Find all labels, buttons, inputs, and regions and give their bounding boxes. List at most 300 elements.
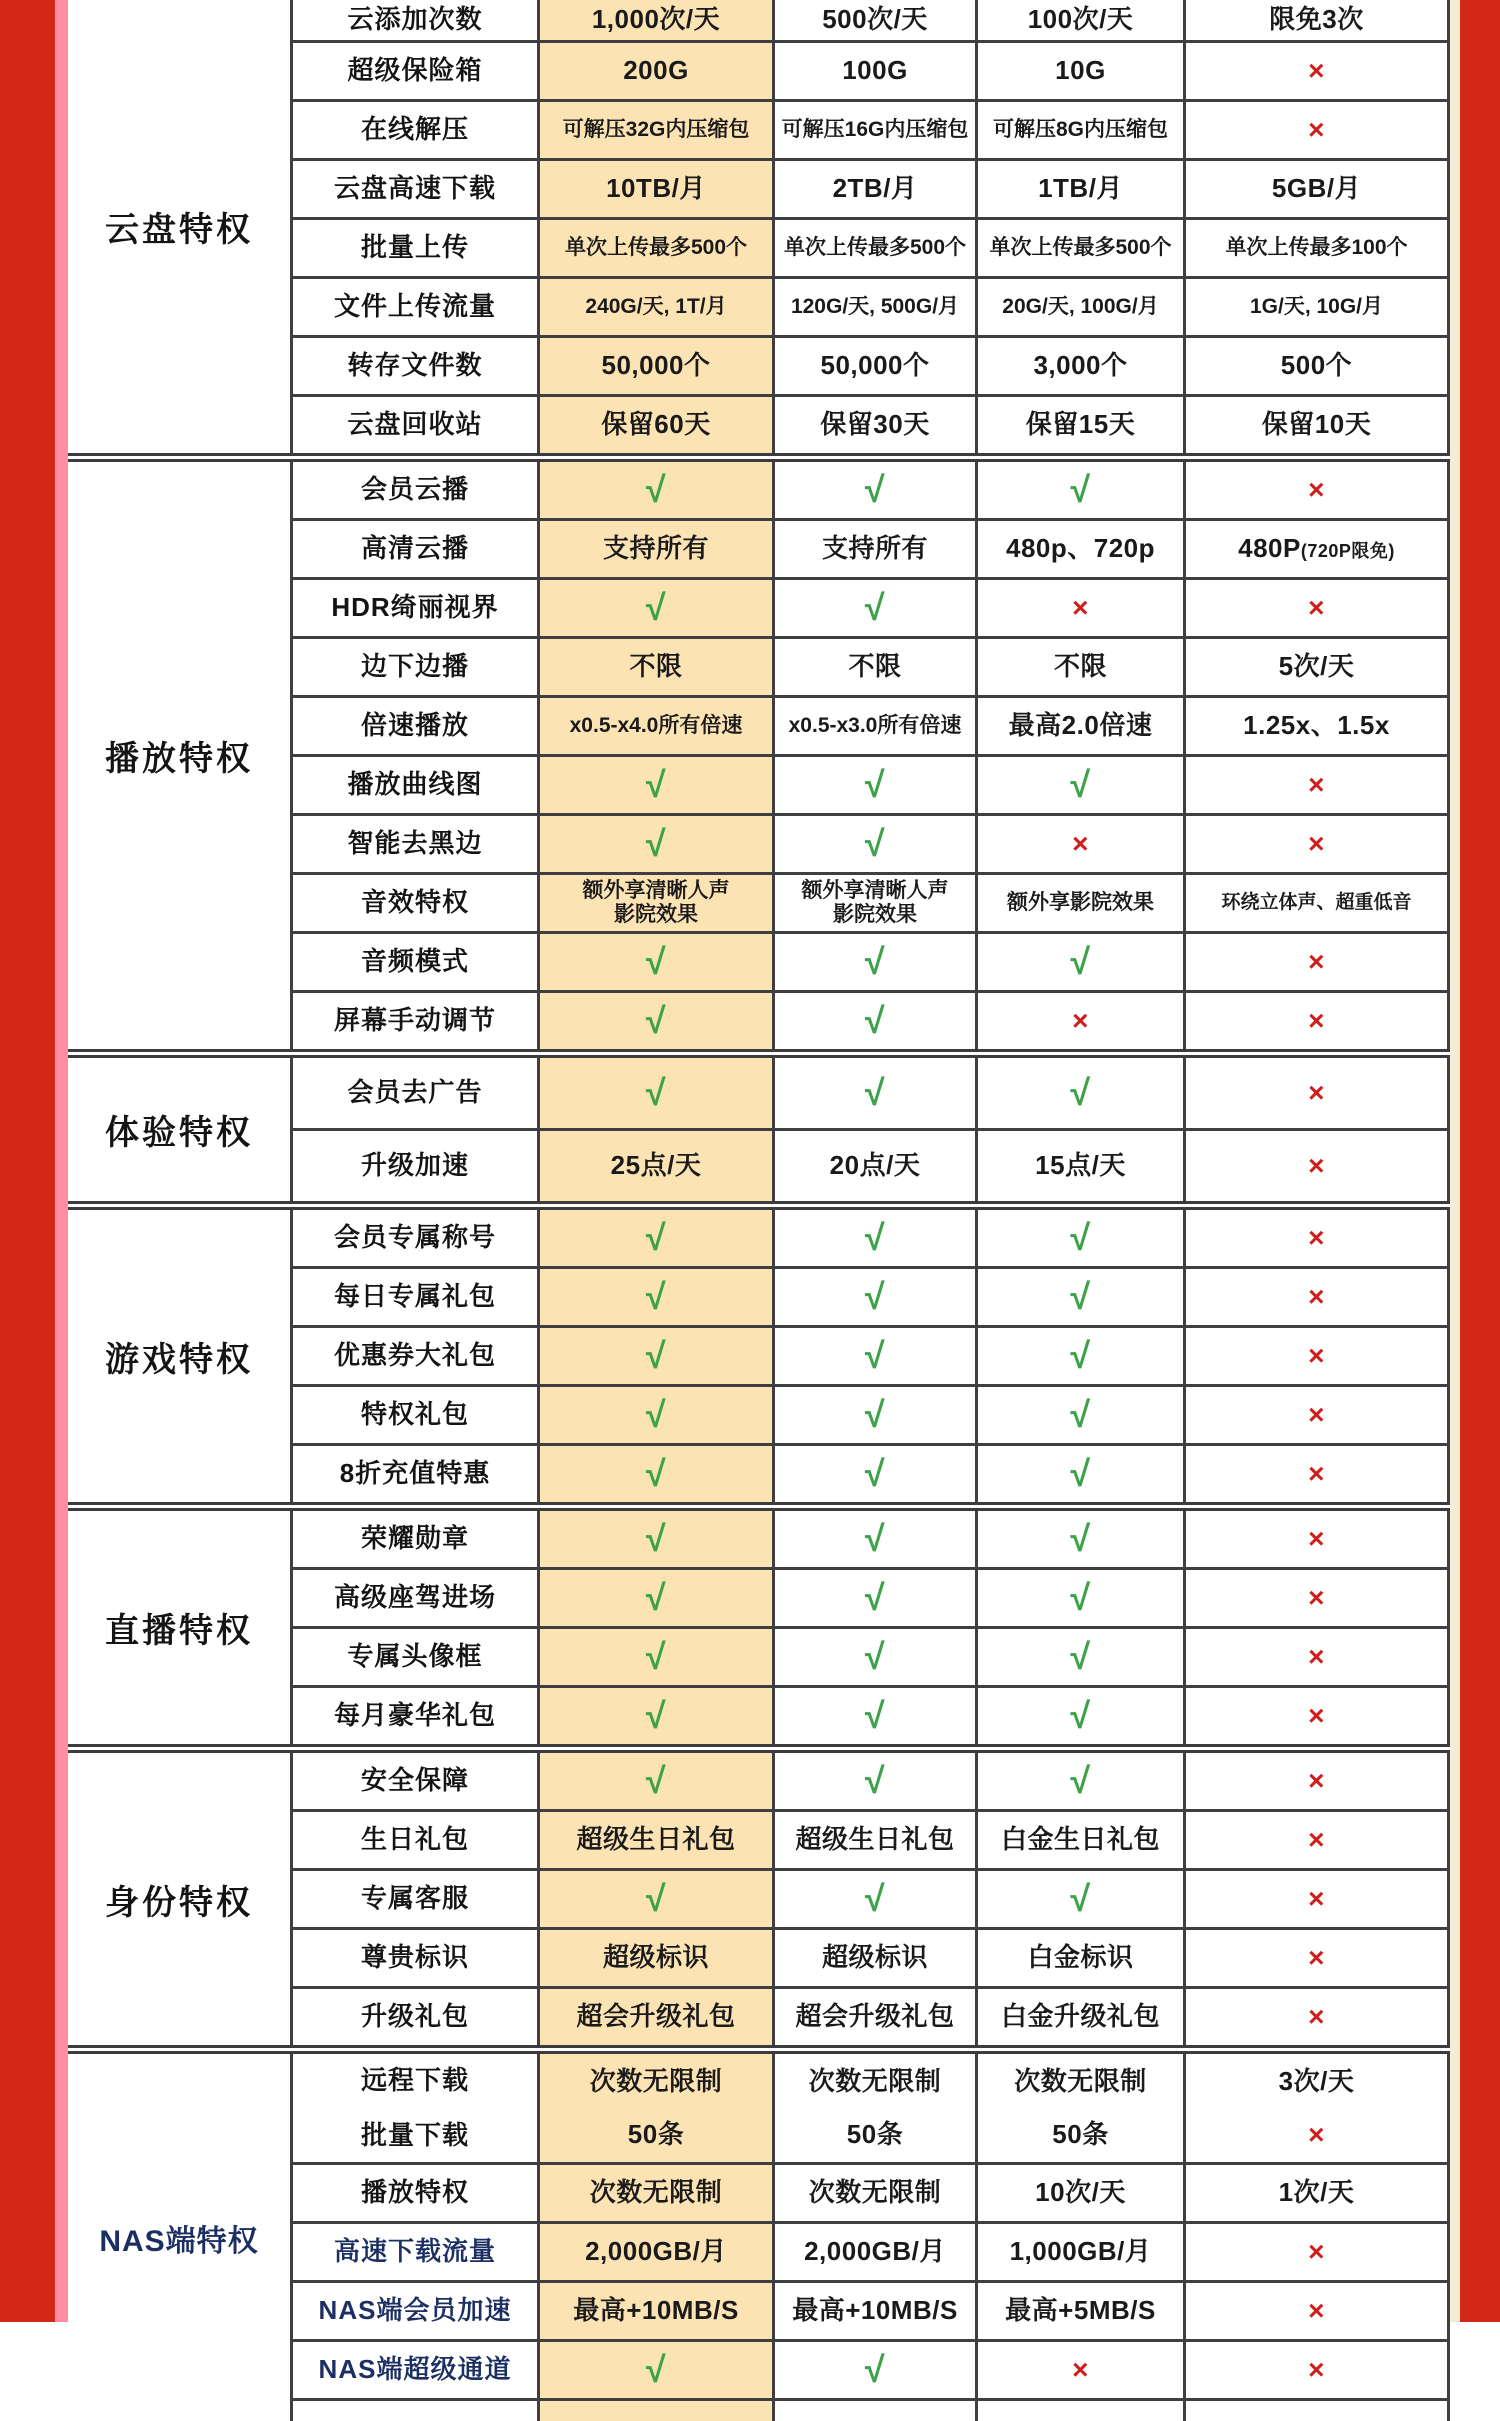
value-cell (537, 1753, 772, 1809)
cross-icon: × (1308, 1883, 1325, 1914)
value-text (1033, 351, 1127, 380)
feature-cell (290, 2054, 537, 2162)
value-main: 额外享清晰人声 (801, 879, 949, 903)
value-cell (537, 397, 772, 453)
section-rows (290, 462, 1450, 1049)
feature-label: 生日礼包 (360, 1824, 469, 1855)
check-icon: √ (864, 1394, 886, 1435)
value-main: 限免3次 (1269, 4, 1364, 35)
section-rows (290, 0, 1450, 453)
value-main: 20点/天 (829, 1150, 921, 1181)
table-row (290, 754, 1450, 813)
value-cell (537, 580, 772, 636)
check-icon: √ (1070, 1577, 1091, 1618)
value-cell (772, 875, 975, 931)
table-row (290, 990, 1450, 1049)
value-cell (975, 875, 1183, 931)
feature-label: 音效特权 (360, 887, 469, 918)
value-text (1269, 5, 1363, 34)
value-cell (975, 161, 1183, 217)
value-cell (537, 2054, 772, 2162)
value-cell (772, 2054, 975, 2162)
value-main: 50条 (1052, 2119, 1109, 2149)
value-cell (1183, 2054, 1450, 2162)
value-cell (772, 338, 975, 394)
feature-label: 安全保障 (360, 1765, 469, 1796)
feature-label: 超级保险箱 (347, 55, 483, 86)
value-cell (772, 1446, 975, 1502)
feature-label: 在线解压 (360, 114, 469, 145)
feature-label: 播放特权 (360, 2177, 469, 2208)
value-text (1038, 174, 1123, 203)
value-cell (772, 1688, 975, 1744)
check-icon: √ (1070, 1335, 1091, 1376)
value-cell (772, 102, 975, 158)
value-cell (975, 1812, 1183, 1868)
value-text (1035, 2178, 1126, 2207)
value-cell (537, 1210, 772, 1266)
value-cell (1183, 1570, 1450, 1626)
value-cell (1183, 993, 1450, 1049)
value-text (1001, 2002, 1160, 2031)
feature-label: 屏幕手动调节 (333, 1005, 496, 1036)
value-cell (1183, 2342, 1450, 2398)
value-main: 白金升级礼包 (1000, 2001, 1160, 2032)
value-cell (537, 1570, 772, 1626)
feature-cell (290, 338, 537, 394)
value-main: 最高+5MB/S (1005, 2295, 1156, 2326)
category-cell (68, 2054, 290, 2421)
value-cell (975, 1131, 1183, 1201)
check-icon: √ (645, 764, 667, 805)
table-row (290, 1325, 1450, 1384)
value-text (842, 56, 908, 85)
value-cell (537, 220, 772, 276)
value-text (809, 2178, 942, 2207)
table-row (290, 40, 1450, 99)
value-cell (975, 1871, 1183, 1927)
value-cell (537, 2342, 772, 2398)
feature-cell (290, 1871, 537, 1927)
value-cell (772, 1058, 975, 1128)
benefit-section (68, 1049, 1450, 1201)
feature-cell (290, 1387, 537, 1443)
value-text (795, 2002, 954, 2031)
value-cell (975, 1570, 1183, 1626)
feature-cell (290, 1930, 537, 1986)
value-cell (537, 338, 772, 394)
table-row (290, 1058, 1450, 1128)
feature-cell (290, 220, 537, 276)
value-main: 10次/天 (1035, 2177, 1126, 2208)
value-cell (772, 279, 975, 335)
value-main: 保留10天 (1261, 409, 1372, 440)
feature-cell (290, 993, 537, 1049)
value-text (782, 118, 969, 142)
benefit-section (68, 1502, 1450, 1744)
value-cell (772, 1387, 975, 1443)
check-icon: √ (864, 1276, 886, 1317)
cross-icon: × (1308, 1824, 1325, 1855)
value-cell (975, 2283, 1183, 2339)
value-main: 1.25x、1.5x (1243, 710, 1390, 741)
value-text (1250, 295, 1383, 319)
feature-label: 升级加速 (360, 1150, 469, 1181)
value-cell (772, 639, 975, 695)
value-main: 不限 (629, 651, 683, 682)
value-cell (772, 1131, 975, 1201)
feature-cell (290, 580, 537, 636)
value-text (1238, 534, 1395, 563)
value-text (791, 295, 959, 319)
category-label: NAS端特权 (99, 2224, 259, 2258)
cross-icon: × (1308, 1765, 1325, 1796)
check-icon: √ (645, 1000, 667, 1041)
value-text (1002, 295, 1158, 319)
value-cell (1183, 639, 1450, 695)
value-main: 50条 (627, 2119, 685, 2149)
table-row (290, 2398, 1450, 2421)
value-text (1225, 236, 1407, 260)
value-text (1027, 1943, 1133, 1972)
value-cell (1183, 757, 1450, 813)
value-cell (537, 875, 772, 931)
value-main: 3次/天 (1278, 2066, 1355, 2097)
cross-icon: × (1308, 1458, 1325, 1489)
value-cell (537, 816, 772, 872)
category-label: 播放特权 (105, 740, 253, 778)
check-icon: √ (1070, 1072, 1091, 1113)
value-main: 额外享清晰人声 (582, 879, 730, 903)
left-pink-stripe (55, 0, 68, 2322)
value-cell (975, 1629, 1183, 1685)
value-text (1026, 410, 1135, 439)
category-cell (68, 1058, 290, 1201)
value-cell (772, 757, 975, 813)
value-text (573, 2296, 739, 2325)
value-text (576, 2002, 735, 2031)
check-icon: √ (864, 469, 886, 510)
value-text (809, 2067, 942, 2096)
value-cell (772, 1629, 975, 1685)
feature-cell (290, 0, 537, 40)
feature-cell (290, 2401, 537, 2421)
value-text (1001, 1825, 1160, 1854)
check-icon: √ (864, 1636, 886, 1677)
value-main: 超级标识 (602, 1942, 709, 1973)
feature-cell (290, 757, 537, 813)
check-icon: √ (1070, 764, 1091, 805)
table-row (290, 394, 1450, 453)
check-icon: √ (645, 941, 667, 982)
check-icon: √ (645, 1878, 667, 1919)
value-cell (1183, 2283, 1450, 2339)
feature-cell (290, 639, 537, 695)
value-cell (1183, 2224, 1450, 2280)
value-text (822, 534, 928, 563)
cross-icon: × (1308, 1281, 1325, 1312)
category-label: 游戏特权 (105, 1340, 253, 1379)
value-cell (772, 2342, 975, 2398)
benefit-section (68, 0, 1450, 453)
cross-icon: × (1072, 592, 1089, 623)
feature-label: 远程下载 (360, 2064, 469, 2095)
feature-label: 批量上传 (360, 232, 469, 263)
value-cell (975, 279, 1183, 335)
feature-label: HDR绮丽视界 (331, 592, 499, 623)
check-icon: √ (645, 1335, 667, 1376)
value-main: 可解压32G内压缩包 (562, 118, 750, 142)
value-main: 影院效果 (833, 903, 917, 926)
feature-cell (290, 279, 537, 335)
value-main: 480p、720p (1005, 533, 1156, 564)
value-cell (1183, 338, 1450, 394)
value-text (1221, 892, 1411, 913)
cross-icon: × (1308, 1641, 1325, 1672)
value-cell (772, 1871, 975, 1927)
value-cell (772, 934, 975, 990)
value-main: 20G/天, 100G/月 (1002, 295, 1159, 319)
value-cell (537, 462, 772, 518)
value-cell (1183, 1387, 1450, 1443)
check-icon: √ (864, 587, 886, 628)
feature-cell (290, 1269, 537, 1325)
feature-cell (290, 1210, 537, 1266)
feature-label: 高速下载流量 (333, 2236, 496, 2267)
table-row (290, 2054, 1450, 2162)
cross-icon: × (1308, 474, 1325, 505)
feature-label: 专属头像框 (347, 1641, 483, 1672)
value-cell (975, 1930, 1183, 1986)
feature-cell (290, 1989, 537, 2045)
check-icon: √ (864, 1453, 886, 1494)
value-cell (537, 43, 772, 99)
category-cell (68, 0, 290, 453)
value-main: 次数无限制 (589, 2065, 723, 2096)
value-cell (772, 0, 975, 40)
check-icon: √ (864, 823, 886, 864)
category-cell (68, 1511, 290, 1744)
section-rows (290, 1511, 1450, 1744)
value-cell (1183, 1269, 1450, 1325)
check-icon: √ (1070, 1394, 1091, 1435)
table-row (290, 2339, 1450, 2398)
cross-icon: × (1072, 1005, 1089, 1036)
value-text (1007, 891, 1154, 915)
value-cell (975, 639, 1183, 695)
value-cell (1183, 1131, 1450, 1201)
value-main: 单次上传最多500个 (783, 236, 967, 260)
value-main: 白金标识 (1027, 1942, 1134, 1973)
value-main: 50,000个 (601, 350, 711, 381)
value-main: 25点/天 (610, 1150, 702, 1181)
check-icon: √ (645, 1453, 667, 1494)
check-icon: √ (645, 1394, 667, 1435)
value-cell (975, 1058, 1183, 1128)
value-cell (1183, 397, 1450, 453)
value-main: 单次上传最多100个 (1225, 236, 1408, 260)
value-main: 3,000个 (1033, 350, 1128, 381)
check-icon: √ (1070, 469, 1091, 510)
feature-label: 智能去黑边 (347, 828, 483, 859)
check-icon: √ (645, 1760, 667, 1801)
feature-cell (290, 397, 537, 453)
value-main: 次数无限制 (589, 2177, 723, 2208)
value-cell (1183, 1688, 1450, 1744)
value-main: 1TB/月 (1038, 173, 1123, 204)
category-cell (68, 1210, 290, 1502)
check-icon: √ (645, 1636, 667, 1677)
feature-label: 优惠券大礼包 (333, 1340, 496, 1371)
feature-label: NAS端会员加速 (318, 2295, 512, 2326)
value-cell (975, 1753, 1183, 1809)
value-main: 1G/天, 10G/月 (1249, 295, 1384, 319)
value-main: 次数无限制 (808, 2065, 942, 2096)
value-text (1028, 5, 1134, 34)
value-main: x0.5-x4.0所有倍速 (569, 714, 743, 738)
value-main: 超级生日礼包 (795, 1824, 955, 1855)
value-main: 240G/天, 1T/月 (585, 295, 727, 319)
value-cell (772, 1328, 975, 1384)
value-text (603, 534, 709, 563)
feature-label: 每月豪华礼包 (333, 1700, 496, 1731)
category-label: 直播特权 (105, 1612, 253, 1650)
category-label: 身份特权 (105, 1883, 253, 1922)
table-row (290, 2280, 1450, 2339)
cross-icon: × (1308, 1700, 1325, 1731)
value-main: 保留15天 (1025, 409, 1136, 440)
feature-label: 荣耀勋章 (360, 1523, 469, 1554)
feature-label: 升级礼包 (360, 2001, 469, 2032)
feature-cell (290, 2283, 537, 2339)
cross-icon: × (1308, 1399, 1325, 1430)
value-main: 支持所有 (821, 533, 928, 564)
check-icon: √ (864, 1217, 886, 1258)
value-cell (975, 934, 1183, 990)
value-main: 超会升级礼包 (576, 2001, 736, 2032)
check-icon: √ (864, 1577, 886, 1618)
table-row (290, 1567, 1450, 1626)
value-cell (1183, 1629, 1450, 1685)
value-cell (537, 1989, 772, 2045)
value-main: 白金生日礼包 (1000, 1824, 1160, 1855)
value-cell (772, 993, 975, 1049)
check-icon: √ (864, 1760, 886, 1801)
value-main: 不限 (1053, 651, 1107, 682)
feature-cell (290, 934, 537, 990)
value-text (1054, 652, 1107, 681)
value-cell (537, 1328, 772, 1384)
category-cell (68, 462, 290, 1049)
value-cell (772, 2224, 975, 2280)
feature-label: 特权礼包 (360, 1399, 469, 1430)
cross-icon: × (1308, 2354, 1325, 2385)
value-text (590, 2067, 723, 2096)
cross-icon: × (1308, 114, 1325, 145)
value-main: 次数无限制 (808, 2177, 942, 2208)
value-text (1009, 711, 1153, 740)
feature-cell (290, 1131, 537, 1201)
value-text (1010, 2237, 1152, 2266)
value-text (1279, 652, 1355, 681)
value-main: 影院效果 (614, 903, 698, 926)
cross-icon: × (1308, 2236, 1325, 2267)
value-cell (537, 1387, 772, 1443)
check-icon: √ (1070, 1695, 1091, 1736)
check-icon: √ (864, 1335, 886, 1376)
value-cell (975, 2401, 1183, 2421)
feature-cell (290, 521, 537, 577)
value-main: 环绕立体声、超重低音 (1221, 892, 1412, 914)
value-cell (975, 757, 1183, 813)
cross-icon: × (1072, 2354, 1089, 2385)
value-cell (537, 2165, 772, 2221)
value-main: 50条 (846, 2119, 904, 2149)
value-text (1281, 351, 1352, 380)
value-main: 可解压8G内压缩包 (992, 118, 1168, 142)
value-text (1279, 2067, 1355, 2096)
table-row (290, 872, 1450, 931)
value-cell (1183, 0, 1450, 40)
value-main: 2TB/月 (832, 173, 918, 204)
feature-cell (290, 1570, 537, 1626)
right-red-frame-band (1460, 0, 1500, 2322)
value-cell (1183, 102, 1450, 158)
value-cell (975, 338, 1183, 394)
feature-cell (290, 2342, 537, 2398)
value-cell (975, 2342, 1183, 2398)
value-cell (975, 1328, 1183, 1384)
value-cell (537, 1131, 772, 1201)
value-cell (1183, 1511, 1450, 1567)
section-rows (290, 1058, 1450, 1201)
value-cell (975, 993, 1183, 1049)
value-text (601, 351, 710, 380)
category-label: 体验特权 (105, 1114, 253, 1152)
cross-icon: × (1308, 1005, 1325, 1036)
value-cell (975, 521, 1183, 577)
value-cell (772, 1570, 975, 1626)
value-cell (537, 757, 772, 813)
section-rows (290, 1210, 1450, 1502)
value-cell (975, 1210, 1183, 1266)
feature-label: 会员云播 (360, 474, 469, 505)
value-text (583, 879, 730, 903)
cross-icon: × (1308, 2295, 1325, 2326)
feature-cell (290, 1688, 537, 1744)
table-row (290, 1511, 1450, 1567)
cross-icon: × (1308, 1340, 1325, 1371)
value-text (592, 5, 720, 34)
cross-icon: × (1308, 2118, 1325, 2150)
feature-label: 8折充值特惠 (339, 1458, 491, 1489)
value-text (804, 2237, 946, 2266)
feature-label: 会员专属称号 (333, 1222, 496, 1253)
value-main: 1次/天 (1278, 2177, 1355, 2208)
value-cell (537, 1511, 772, 1567)
table-row (290, 276, 1450, 335)
value-cell (1183, 1446, 1450, 1502)
feature-label: 云盘回收站 (347, 409, 483, 440)
category-label: 云盘特权 (105, 211, 253, 249)
table-row (290, 695, 1450, 754)
check-icon: √ (864, 1072, 886, 1113)
feature-label: 文件上传流量 (333, 291, 496, 322)
table-row (290, 1210, 1450, 1266)
value-cell (975, 397, 1183, 453)
table-row (290, 1266, 1450, 1325)
feature-cell (290, 1629, 537, 1685)
